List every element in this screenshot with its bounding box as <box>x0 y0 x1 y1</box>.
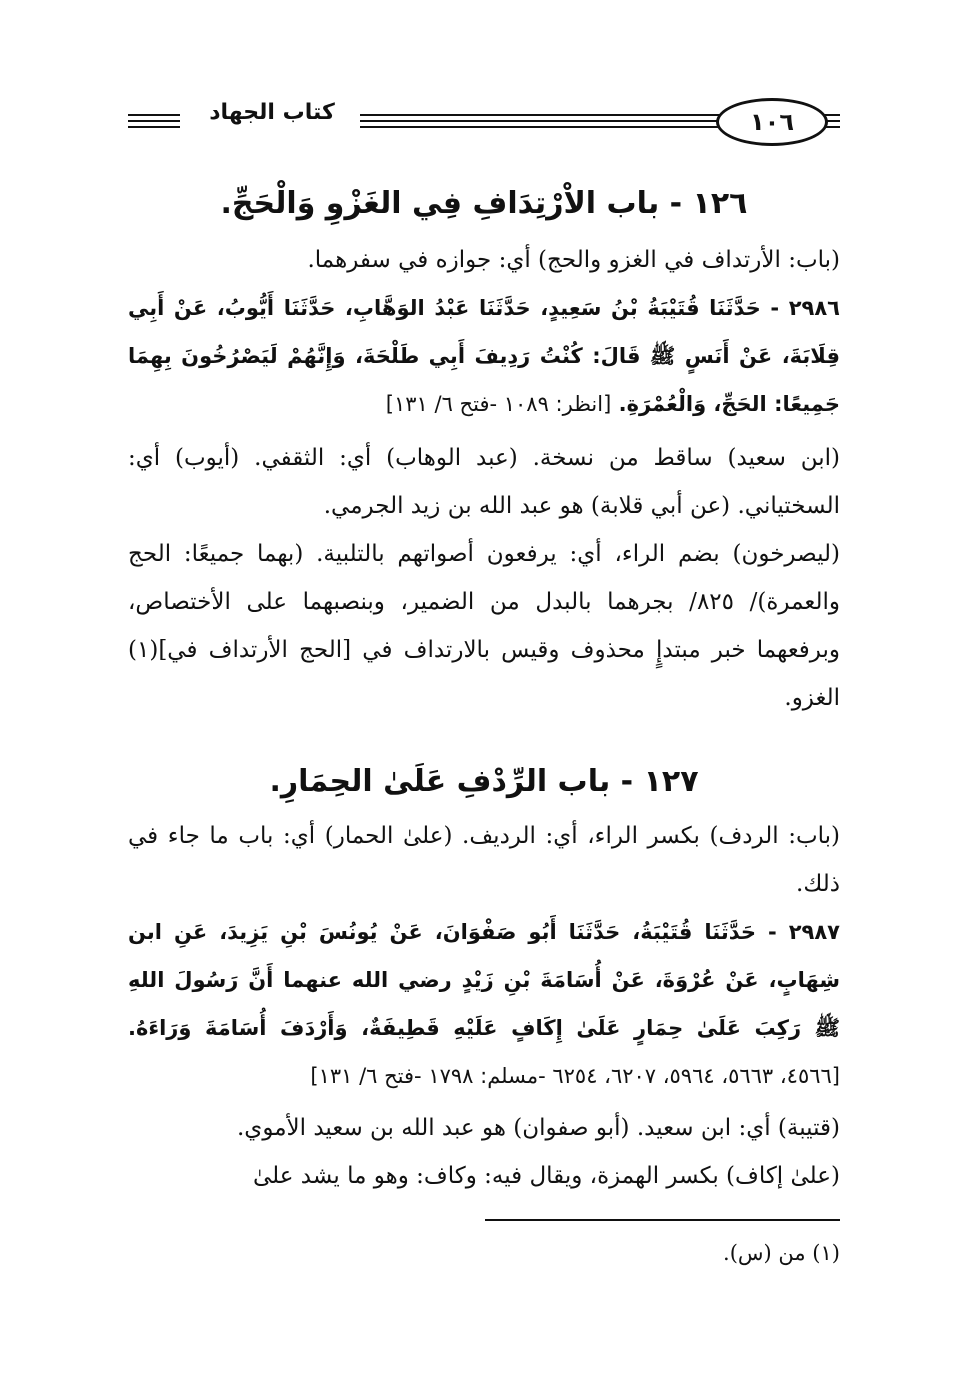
chapter-126-body <box>128 236 840 722</box>
chapter-heading: ١٢٧ - باب الرِّدْفِ عَلَىٰ الحِمَارِ. <box>269 764 699 799</box>
header-rule <box>828 126 840 128</box>
running-header <box>128 96 840 148</box>
header-rule <box>128 114 180 116</box>
explanatory-note: (ليصرخون) بضم الراء، أي: يرفعون أصواتهم بالتلبية. (بهما جميعًا: الحج والعمرة)/ ٨٢٥/ بجرهما بالبدل من الضمير، وبنصبهما على الأختصاص، وبرفعهما خبر مبتدإٍ محذوف وقيس بالارتداف في [الحج الأرتداف في](١) الغزو. <box>128 541 841 711</box>
header-rule <box>128 120 180 122</box>
header-rule <box>828 120 840 122</box>
book-title: كتاب الجهاد <box>209 100 335 125</box>
hadith-text <box>128 284 840 428</box>
header-rule <box>128 126 180 128</box>
hadith-narration: ٢٩٨٧ - حَدَّثَنَا قُتَيْبَةُ، حَدَّثَنَا أَبُو صَفْوَانَ، عَنْ يُونُسَ بْنِ يَزِيدَ، عَنِ ابن شِهَابٍ، عَنْ عُرْوَةَ، عَنْ أُسَامَةَ بْنِ زَيْدٍ رضي الله عنهما أَنَّ رَسُولَ اللهِ ﷺ رَكِبَ عَلَىٰ حِمَارٍ عَلَىٰ إِكَافٍ عَلَيْهِ قَطِيفَةٌ، وَأَرْدَفَ أُسَامَةَ وَرَاءَهُ. <box>128 920 840 1040</box>
chapter-commentary: (باب: الردف) بكسر الراء، أي: الرديف. (علىٰ الحمار) أي: باب ما جاء في ذلك. <box>128 823 840 897</box>
footnote-divider <box>485 1219 840 1221</box>
explanatory-note: (ابن سعيد) ساقط من نسخة. (عبد الوهاب) أي: الثقفي. (أيوب) أي: السختياني. (عن أبي قلابة) هو عبد الله بن زيد الجرمي. <box>128 445 840 519</box>
page-number: ١٠٦ <box>716 98 828 146</box>
explanatory-note: (قتيبة) أي: ابن سعيد. (أبو صفوان) هو عبد الله بن سعيد الأموي. <box>237 1115 840 1141</box>
hadith-text <box>128 908 840 1100</box>
hadith-narration: ٢٩٨٦ - حَدَّثَنَا قُتَيْبَةُ بْنُ سَعِيدٍ، حَدَّثَنَا عَبْدُ الوَهَّابِ، حَدَّثَنَا أَيُّوبُ، عَنْ أَبِي قِلَابَةَ، عَنْ أَنَسٍ ﷺ قَالَ: كُنْتُ رَدِيفَ أَبِي طَلْحَةَ، وَإِنَّهُمْ لَيَصْرُخُونَ بِهِمَا جَمِيعًا: الحَجِّ، وَالْعُمْرَةِ. <box>128 296 840 416</box>
explanatory-note: (علىٰ إكاف) بكسر الهمزة، ويقال فيه: وكاف: وهو ما يشد علىٰ <box>252 1163 840 1189</box>
footnote: (١) من (س). <box>723 1241 840 1265</box>
hadith-reference: [٤٥٦٦، ٥٦٦٣، ٥٩٦٤، ٦٢٠٧، ٦٢٥٤ -مسلم: ١٧٩٨ -فتح ٦/ ١٣١] <box>310 1064 840 1088</box>
chapter-commentary: (باب: الأرتداف في الغزو والحج) أي: جوازه في سفرهما. <box>307 247 840 273</box>
hadith-reference: [انظر: ١٠٨٩ -فتح ٦/ ١٣١] <box>385 392 612 416</box>
chapter-127-body <box>128 812 840 1200</box>
chapter-heading: ١٢٦ - باب الاْرْتِدَافِ فِي الغَزْوِ وَالْحَجِّ. <box>220 186 748 221</box>
header-rule <box>828 114 840 116</box>
